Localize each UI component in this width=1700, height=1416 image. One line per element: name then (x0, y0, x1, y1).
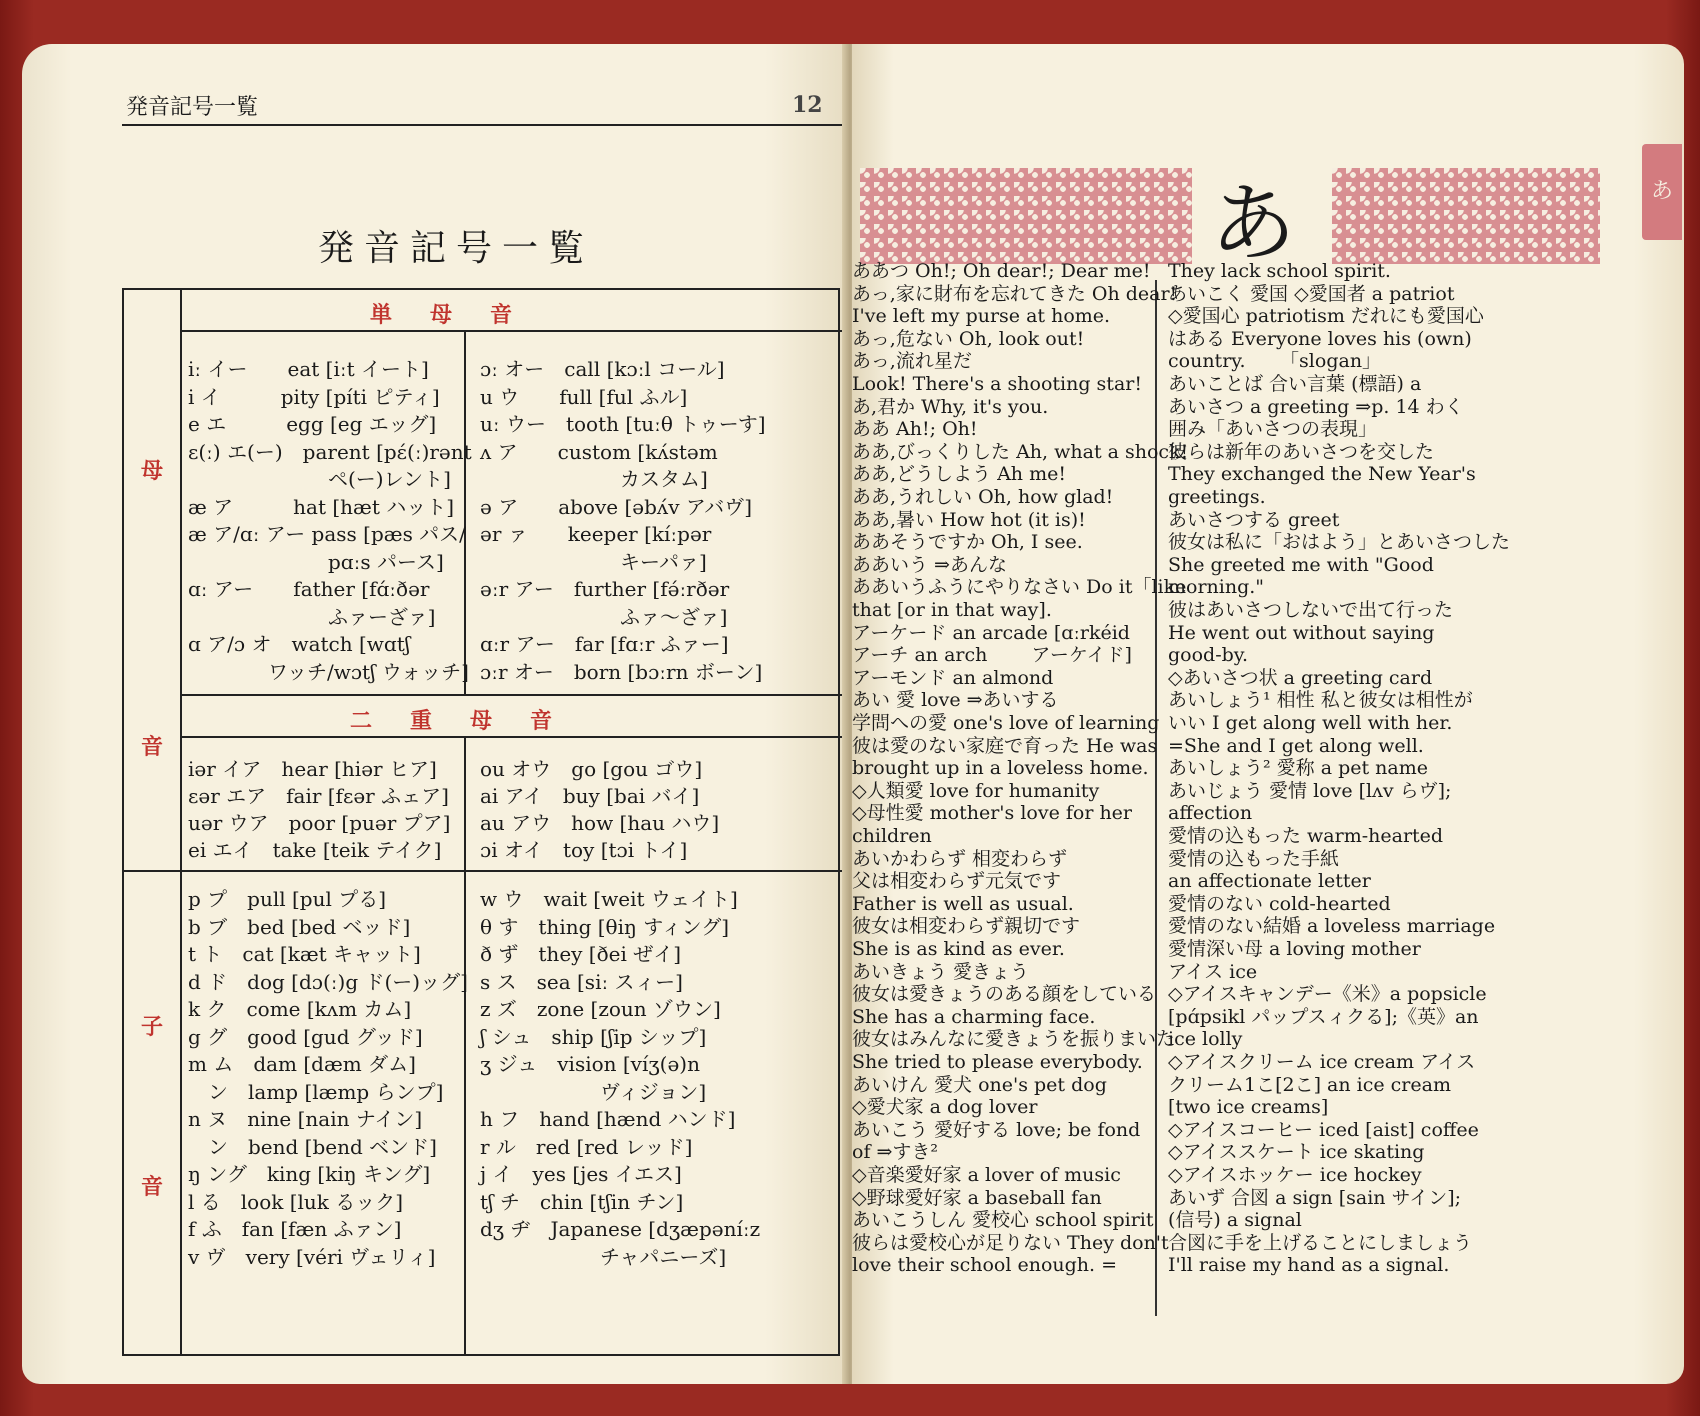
dictionary-line: They lack school spirit. (1168, 260, 1391, 282)
dictionary-line: ああいうふうにやりなさい Do it「like (852, 576, 1187, 599)
dictionary-line: 父は相変わらず元気です (852, 870, 1062, 893)
diphthong-row: iər イア hear [hiər ヒア] (188, 757, 437, 781)
consonant-row: ン lamp [læmp らンプ] (188, 1079, 444, 1104)
dictionary-line: ああ,暑い How hot (it is)! (852, 508, 1086, 531)
dictionary-line: あい 愛 love ⇒あいする (852, 689, 1059, 712)
consonant-row: t ト cat [kæt キャット] (188, 942, 421, 966)
vertical-label: 子 (141, 1015, 164, 1040)
vowel-row: ər ァ keeper [kíːpər (480, 522, 712, 546)
dictionary-line: 囲み「あいさつの表現」 (1168, 418, 1378, 441)
dictionary-line: ああつ Oh!; Oh dear!; Dear me! (852, 260, 1151, 282)
dictionary-line: 彼らは新年のあいさつを交した (1168, 440, 1435, 463)
column-divider (464, 330, 466, 694)
dictionary-line: 彼女は愛きょうのある顔をしている (852, 983, 1157, 1006)
dictionary-line: ああ,びっくりした Ah, what a shock! (852, 440, 1189, 463)
dictionary-line: ああ,どうしよう Ah me! (852, 463, 1066, 486)
dictionary-line: good-by. (1168, 644, 1249, 667)
dictionary-line: 彼女は私に「おはよう」とあいさつした (1168, 531, 1511, 554)
consonant-row: チャパニーズ] (480, 1244, 727, 1269)
dictionary-line: あっ,流れ星だ (852, 350, 972, 373)
dictionary-line: ◇アイスキャンデー《米》a popsicle (1168, 983, 1487, 1006)
vowel-row: ペ(ー)レント] (188, 467, 451, 491)
vowel-row: u ウ full [ful ふル] (480, 384, 688, 409)
dictionary-line: 愛情の込もった warm-hearted (1168, 825, 1444, 847)
column-divider (1155, 280, 1157, 1316)
dictionary-line: ◇野球愛好家 a baseball fan (852, 1186, 1102, 1209)
consonant-row: tʃ チ chin [tʃin チン] (480, 1189, 684, 1214)
vowel-row: ɑːr アー far [fɑːr ふァー] (480, 632, 729, 656)
dictionary-line: 彼は愛のない家庭で育った He was (852, 734, 1158, 757)
thumb-index-tab: あ (1642, 144, 1682, 240)
dictionary-line: ◇音楽愛好家 a lover of music (852, 1164, 1121, 1186)
dictionary-line: Father is well as usual. (852, 892, 1074, 915)
vowel-row: ɑ ア/ɔ オ watch [wɑtʃ (188, 632, 411, 656)
dictionary-line: (信号) a signal (1168, 1209, 1302, 1232)
dictionary-line: 学問への愛 one's love of learning (852, 712, 1160, 734)
dictionary-line: あいこうしん 愛校心 school spirit (852, 1209, 1154, 1232)
vowel-row: キーパァ] (480, 549, 707, 574)
dictionary-line: of ⇒すき² (852, 1141, 939, 1164)
vowel-row: ɛ(ː) エ(ー) parent [pɛ́(ː)rənt (188, 439, 472, 464)
vowel-row: æ ア/ɑː アー pass [pæs パス/ (188, 522, 466, 546)
dictionary-line: ああそうですか Oh, I see. (852, 531, 1083, 554)
phonetic-table (122, 288, 840, 1356)
consonant-row: ʃ シュ ship [ʃip シップ] (480, 1024, 707, 1049)
dictionary-line: 愛情のない結婚 a loveless marriage (1168, 915, 1496, 938)
consonant-label-column (124, 870, 182, 1356)
dictionary-line: She greeted me with "Good (1168, 553, 1434, 576)
consonant-row: ン bend [bend ベンド] (188, 1134, 437, 1159)
dictionary-line: あっ,危ない Oh, look out! (852, 327, 1085, 350)
consonant-row: j イ yes [jes イエス] (480, 1162, 682, 1186)
consonant-row: m ム dam [dæm ダム] (188, 1052, 416, 1076)
dictionary-line: ◇人類愛 love for humanity (852, 779, 1100, 802)
consonant-row: h フ hand [hænd ハンド] (480, 1107, 736, 1131)
dictionary-line: She has a charming face. (852, 1005, 1096, 1028)
diphthong-row: ei エイ take [teik テイク] (188, 838, 442, 862)
dictionary-line: アイス ice (1168, 960, 1258, 983)
consonant-row: v ヴ very [véri ヴェリィ] (188, 1244, 436, 1269)
diphthong-row: uər ウア poor [puər プア] (188, 811, 451, 835)
dictionary-line: 愛情の込もった手紙 (1168, 847, 1340, 870)
dictionary-line: country. 「slogan」 (1168, 350, 1382, 373)
dictionary-line: love their school enough. = (852, 1254, 1118, 1277)
dictionary-line: ice lolly (1168, 1028, 1243, 1051)
dictionary-line: アーケード an arcade [ɑːrkéid (852, 621, 1130, 644)
vowel-row: pɑːs パース] (188, 549, 444, 574)
vowel-row: əːr アー further [fə́ːrðər (480, 577, 730, 601)
consonant-row: ð ず they [ðei ぜイ] (480, 942, 682, 966)
column-divider (464, 870, 466, 1356)
consonant-row: k ク come [kʌm カム] (188, 997, 412, 1021)
consonant-row: n ヌ nine [nain ナイン] (188, 1107, 423, 1131)
dictionary-line: He went out without saying (1168, 621, 1435, 644)
consonant-row: d ド dog [dɔ(ː)g ド(ー)ッグ] (188, 969, 468, 994)
dictionary-line: ああ,うれしい Oh, how glad! (852, 486, 1114, 508)
dictionary-line: ◇アイススケート ice skating (1168, 1141, 1425, 1164)
dictionary-line: あいじょう 愛情 love [lʌv らヴ]; (1168, 779, 1452, 802)
decorative-pattern-band (860, 168, 1192, 264)
dictionary-line: ああ Ah!; Oh! (852, 418, 978, 441)
diphthong-row: ɔi オイ toy [tɔi トイ] (480, 838, 688, 862)
dictionary-line: 彼らは愛校心が足りない They don't (852, 1231, 1169, 1254)
vowel-row: ɔːr オー born [bɔːrn ボーン] (480, 659, 763, 684)
dictionary-line: あいこく 愛国 ◇愛国者 a patriot (1168, 282, 1455, 305)
consonant-row: z ズ zone [zoun ゾウン] (480, 997, 721, 1021)
dictionary-line: greetings. (1168, 486, 1266, 508)
decorative-pattern-band (1332, 168, 1600, 264)
vowel-row: ふァ〜ざァ] (480, 604, 728, 629)
dictionary-line: アーチ an arch アーケイド] (852, 644, 1132, 667)
consonant-row: s ス sea [siː スィー] (480, 969, 683, 994)
dictionary-line: あいしょう¹ 相性 私と彼女は相性が (1168, 689, 1473, 712)
vowel-row: æ ア hat [hæt ハット] (188, 494, 455, 519)
consonant-row: w ウ wait [weit ウェイト] (480, 887, 738, 911)
dictionary-line: morning." (1168, 576, 1265, 599)
vowel-row: ワッチ/wɔtʃ ウォッチ] (188, 659, 469, 684)
dictionary-line: [pɑ́psikl パップスィクる];《英》an (1168, 1005, 1479, 1028)
vowel-row: uː ウー tooth [tuːθ トゥーす] (480, 412, 766, 436)
page-number: 12 (792, 92, 823, 118)
dictionary-line: affection (1168, 802, 1253, 825)
dictionary-line: ◇アイスクリーム ice cream アイス (1168, 1051, 1476, 1073)
consonant-row: g グ good [gud グッド] (188, 1024, 423, 1049)
dictionary-line: They exchanged the New Year's (1168, 463, 1476, 486)
dictionary-line: あいさつ a greeting ⇒p. 14 わく (1168, 395, 1464, 418)
dictionary-line: 彼女はみんなに愛きょうを振りまいた (852, 1028, 1176, 1051)
consonant-row: l る look [luk るック] (188, 1189, 404, 1214)
consonant-row: ʒ ジュ vision [víʒ(ə)n (480, 1052, 700, 1076)
dictionary-line: あいけん 愛犬 one's pet dog (852, 1073, 1107, 1096)
dictionary-line: 彼はあいさつしないで出て行った (1168, 599, 1454, 621)
dictionary-line: あいず 合図 a sign [sain サイン]; (1168, 1186, 1462, 1209)
dictionary-line: 愛情のない cold-hearted (1168, 892, 1391, 915)
diphthong-row: ai アイ buy [bai バイ] (480, 784, 700, 808)
dictionary-line: あいさつする greet (1168, 508, 1340, 531)
dictionary-line: an affectionate letter (1168, 870, 1371, 893)
dictionary-line: that [or in that way]. (852, 599, 1052, 621)
dictionary-line: ◇アイスホッケー ice hockey (1168, 1164, 1422, 1186)
consonant-row: r ル red [red レッド] (480, 1134, 693, 1159)
dictionary-line: 合図に手を上げることにしましょう (1168, 1231, 1473, 1254)
vowel-label-column (124, 290, 182, 872)
page-title: 発音記号一覧 (318, 228, 595, 269)
dictionary-line: 彼女は相変わらず親切です (852, 915, 1081, 938)
vowel-row: i イ pity [píti ピティ] (188, 384, 440, 409)
section-kana-heading: あ (1210, 174, 1296, 274)
dictionary-line: あ,君か Why, it's you. (852, 395, 1049, 418)
dictionary-line: あいことば 合い言葉 (標語) a (1168, 373, 1422, 395)
right-page (852, 44, 1684, 1384)
dictionary-line: She is as kind as ever. (852, 938, 1065, 960)
dictionary-line: あいかわらず 相変わらず (852, 847, 1068, 870)
column-divider (464, 736, 466, 870)
consonant-row: ヴィジョン] (480, 1079, 707, 1104)
dictionary-line: I've left my purse at home. (852, 305, 1111, 328)
diphthong-row: au アウ how [hau ハウ] (480, 811, 720, 835)
consonant-row: θ す thing [θiŋ すィング] (480, 914, 730, 939)
section-header-diphthongs: 二 重 母 音 (180, 696, 842, 738)
vowel-row: ふァーざァ] (188, 604, 436, 629)
vowel-row: iː イー eat [iːt イート] (188, 357, 429, 381)
consonant-row: p プ pull [pul プる] (188, 887, 387, 911)
section-header-single-vowels: 単 母 音 (180, 290, 842, 332)
dictionary-line: ◇愛国心 patriotism だれにも愛国心 (1168, 305, 1484, 328)
dictionary-line: 愛情深い母 a loving mother (1168, 938, 1421, 960)
dictionary-line: brought up in a loveless home. (852, 757, 1149, 780)
left-page (22, 44, 848, 1384)
vertical-label: 音 (141, 1175, 164, 1200)
dictionary-line: あいしょう² 愛称 a pet name (1168, 757, 1428, 780)
dictionary-line: ああいう ⇒あんな (852, 553, 1007, 576)
dictionary-line: ◇あいさつ状 a greeting card (1168, 666, 1433, 689)
dictionary-line: あいこう 愛好する love; be fond (852, 1118, 1141, 1141)
diphthong-row: ɛər エア fair [fɛər ふェア] (188, 784, 449, 808)
vowel-row: e エ egg [eg エッグ] (188, 412, 437, 436)
dictionary-line: アーモンド an almond (852, 666, 1054, 689)
row-rule (180, 870, 842, 872)
vowel-row: ʌ ア custom [kʌ́stəm (480, 439, 718, 464)
dictionary-line: =She and I get along well. (1168, 734, 1424, 757)
running-head: 発音記号一覧 (126, 95, 259, 120)
vowel-row: ɔː オー call [kɔːl コール] (480, 357, 725, 381)
dictionary-line: ◇母性愛 mother's love for her (852, 802, 1133, 825)
dictionary-line: はある Everyone loves his (own) (1168, 327, 1472, 350)
dictionary-line: いい I get along well with her. (1168, 712, 1453, 734)
dictionary-line: I'll raise my hand as a signal. (1168, 1254, 1450, 1277)
dictionary-line: Look! There's a shooting star! (852, 373, 1142, 395)
dictionary-line: She tried to please everybody. (852, 1051, 1143, 1073)
dictionary-line: あいきょう 愛きょう (852, 960, 1030, 983)
dictionary-line: ◇アイスコーヒー iced [aist] coffee (1168, 1118, 1479, 1141)
running-head-rule (122, 124, 842, 126)
consonant-row: b ブ bed [bed ベッド] (188, 914, 411, 939)
vowel-row: ɑː アー father [fɑ́ːðər (188, 577, 430, 601)
vowel-row: ə ア above [əbʌ́v アバヴ] (480, 494, 753, 519)
vowel-row: カスタム] (480, 467, 708, 491)
consonant-row: dʒ ヂ Japanese [dʒæpəníːz (480, 1217, 761, 1241)
dictionary-line: クリーム1こ[2こ] an ice cream (1168, 1073, 1451, 1096)
vertical-label: 音 (141, 735, 164, 760)
vertical-label: 母 (141, 459, 164, 484)
dictionary-line: children (852, 825, 932, 847)
dictionary-line: あっ,家に財布を忘れてきた Oh dear! (852, 282, 1178, 305)
dictionary-line: ◇愛犬家 a dog lover (852, 1096, 1038, 1119)
dictionary-line: [two ice creams] (1168, 1096, 1329, 1119)
consonant-row: f ふ fan [fæn ふァン] (188, 1217, 402, 1241)
diphthong-row: ou オウ go [gou ゴウ] (480, 757, 703, 781)
consonant-row: ŋ ング king [kiŋ キング] (188, 1162, 431, 1186)
